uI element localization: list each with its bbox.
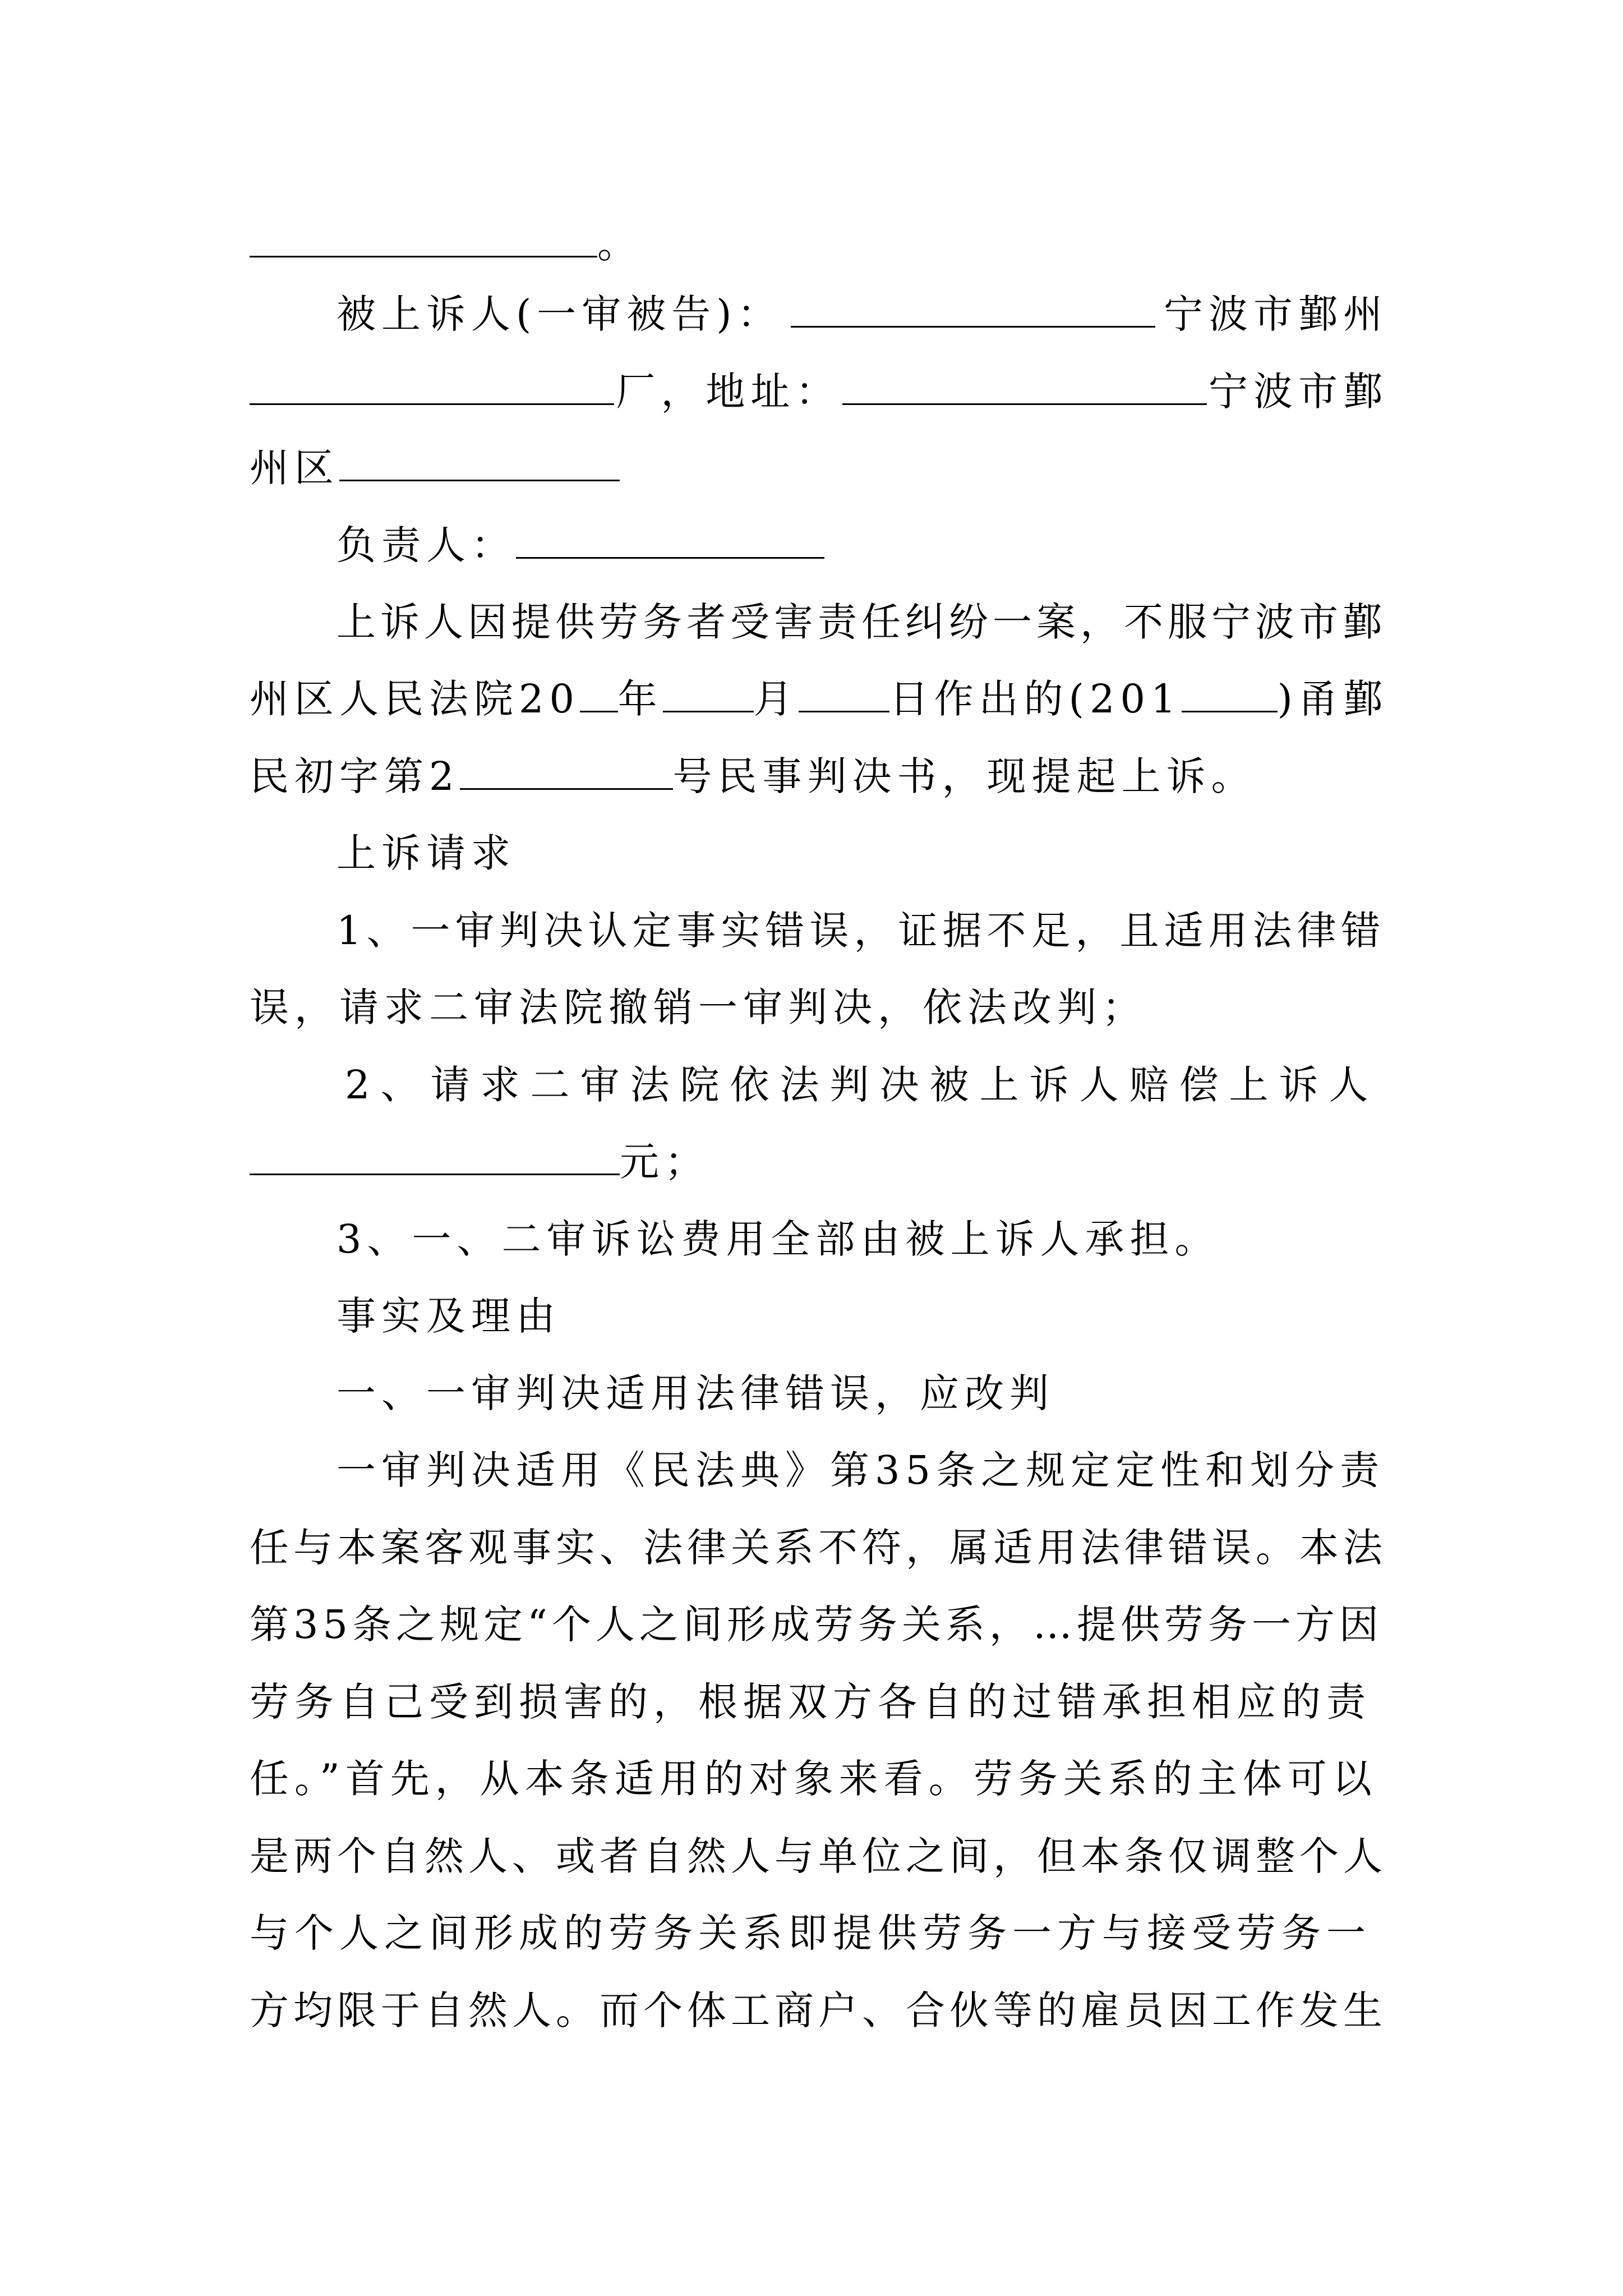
paragraph-text: 与个人之间形成的劳务关系即提供劳务一方与接受劳务一 bbox=[250, 1910, 1371, 1956]
text-line-11 bbox=[250, 977, 1388, 1038]
blank-field bbox=[516, 518, 824, 559]
text-line-13 bbox=[250, 1131, 1388, 1193]
paragraph-text: 第35条之规定“个人之间形成劳务关系，…提供劳务一方因 bbox=[250, 1602, 1383, 1648]
text-line-14 bbox=[336, 1208, 1388, 1270]
text-line-12 bbox=[345, 1054, 1388, 1116]
text-line-responsible bbox=[336, 514, 1388, 576]
text-line-address bbox=[250, 361, 1388, 422]
text-line-18 bbox=[250, 1517, 1388, 1579]
text-fragment: 月 bbox=[753, 676, 799, 722]
blank-field bbox=[580, 671, 618, 712]
blank-field bbox=[250, 222, 597, 257]
heading-text: 事实及理由 bbox=[336, 1293, 561, 1339]
paragraph-text: 任与本案客观事实、法律关系不符，属适用法律错误。本法 bbox=[250, 1525, 1387, 1571]
text-line-7 bbox=[250, 668, 1388, 730]
text-fragment: 。 bbox=[597, 221, 642, 267]
blank-field bbox=[791, 287, 1155, 328]
text-line-20 bbox=[250, 1671, 1388, 1733]
section-heading-facts-reasons bbox=[336, 1285, 1388, 1347]
text-line-19 bbox=[250, 1594, 1388, 1655]
paragraph-text: 误，请求二审法院撤销一审判决，依法改判； bbox=[250, 984, 1147, 1030]
blank-field bbox=[842, 364, 1207, 405]
section-heading-appeal-requests bbox=[336, 822, 1388, 884]
text-line-1 bbox=[250, 213, 1388, 275]
paragraph-text: 方均限于自然人。而个体工商户、合伙等的雇员因工作发生 bbox=[250, 1987, 1387, 2033]
text-line-23 bbox=[250, 1902, 1388, 1964]
text-line-17 bbox=[336, 1439, 1388, 1501]
blank-field bbox=[250, 364, 614, 405]
paragraph-text: 3、一、二审诉讼费用全部由被上诉人承担。 bbox=[336, 1216, 1220, 1262]
blank-field bbox=[663, 671, 754, 712]
blank-field bbox=[1182, 671, 1278, 712]
text-line-21 bbox=[250, 1748, 1388, 1810]
blank-field bbox=[799, 671, 889, 712]
paragraph-text: 1、一审判决认定事实错误，证据不足，且适用法律错 bbox=[336, 908, 1386, 954]
text-line-24 bbox=[250, 1980, 1388, 2041]
text-fragment: 号民事判决书，现提起上诉。 bbox=[672, 753, 1256, 799]
heading-text: 一、一审判决适用法律错误，应改判 bbox=[336, 1370, 1054, 1416]
appellee-label: 被上诉人(一审被告)： bbox=[336, 291, 782, 337]
text-line-10 bbox=[336, 900, 1388, 961]
paragraph-text: 上诉人因提供劳务者受害责任纠纷一案，不服宁波市鄞 bbox=[336, 599, 1386, 645]
text-fragment: 日作出的(201 bbox=[889, 676, 1182, 722]
blank-field bbox=[460, 749, 673, 790]
text-line-appellee bbox=[336, 283, 1388, 345]
paragraph-text: 一审判决适用《民法典》第35条之规定定性和划分责 bbox=[336, 1447, 1385, 1493]
responsible-label: 负责人： bbox=[336, 522, 516, 568]
blank-field bbox=[339, 440, 620, 481]
paragraph-text: 任。”首先，从本条适用的对象来看。劳务关系的主体可以 bbox=[250, 1756, 1377, 1802]
text-line-8 bbox=[250, 746, 1388, 807]
text-fragment: 宁波市鄞州 bbox=[1164, 291, 1388, 337]
paragraph-text: 2、请求二审法院依法判决被上诉人赔偿上诉人 bbox=[345, 1062, 1379, 1108]
text-fragment: 州区人民法院20 bbox=[250, 676, 580, 722]
text-fragment: 宁波市鄞 bbox=[1208, 369, 1388, 415]
text-fragment: 年 bbox=[617, 676, 663, 722]
blank-field bbox=[250, 1134, 620, 1175]
text-fragment: 民初字第2 bbox=[250, 753, 460, 799]
text-fragment: )甬鄞 bbox=[1277, 676, 1388, 722]
text-line-6 bbox=[336, 591, 1388, 653]
paragraph-text: 是两个自然人、或者自然人与单位之间，但本条仅调整个人 bbox=[250, 1833, 1387, 1879]
address-label: 厂，地址： bbox=[616, 369, 841, 415]
text-fragment: 州区 bbox=[250, 445, 339, 491]
text-line-22 bbox=[250, 1825, 1388, 1887]
heading-text: 上诉请求 bbox=[336, 830, 516, 876]
paragraph-text: 劳务自己受到损害的，根据双方各自的过错承担相应的责 bbox=[250, 1679, 1371, 1725]
text-fragment: 元； bbox=[620, 1139, 709, 1185]
subheading-1 bbox=[336, 1363, 1388, 1424]
text-line-district bbox=[250, 437, 1388, 499]
